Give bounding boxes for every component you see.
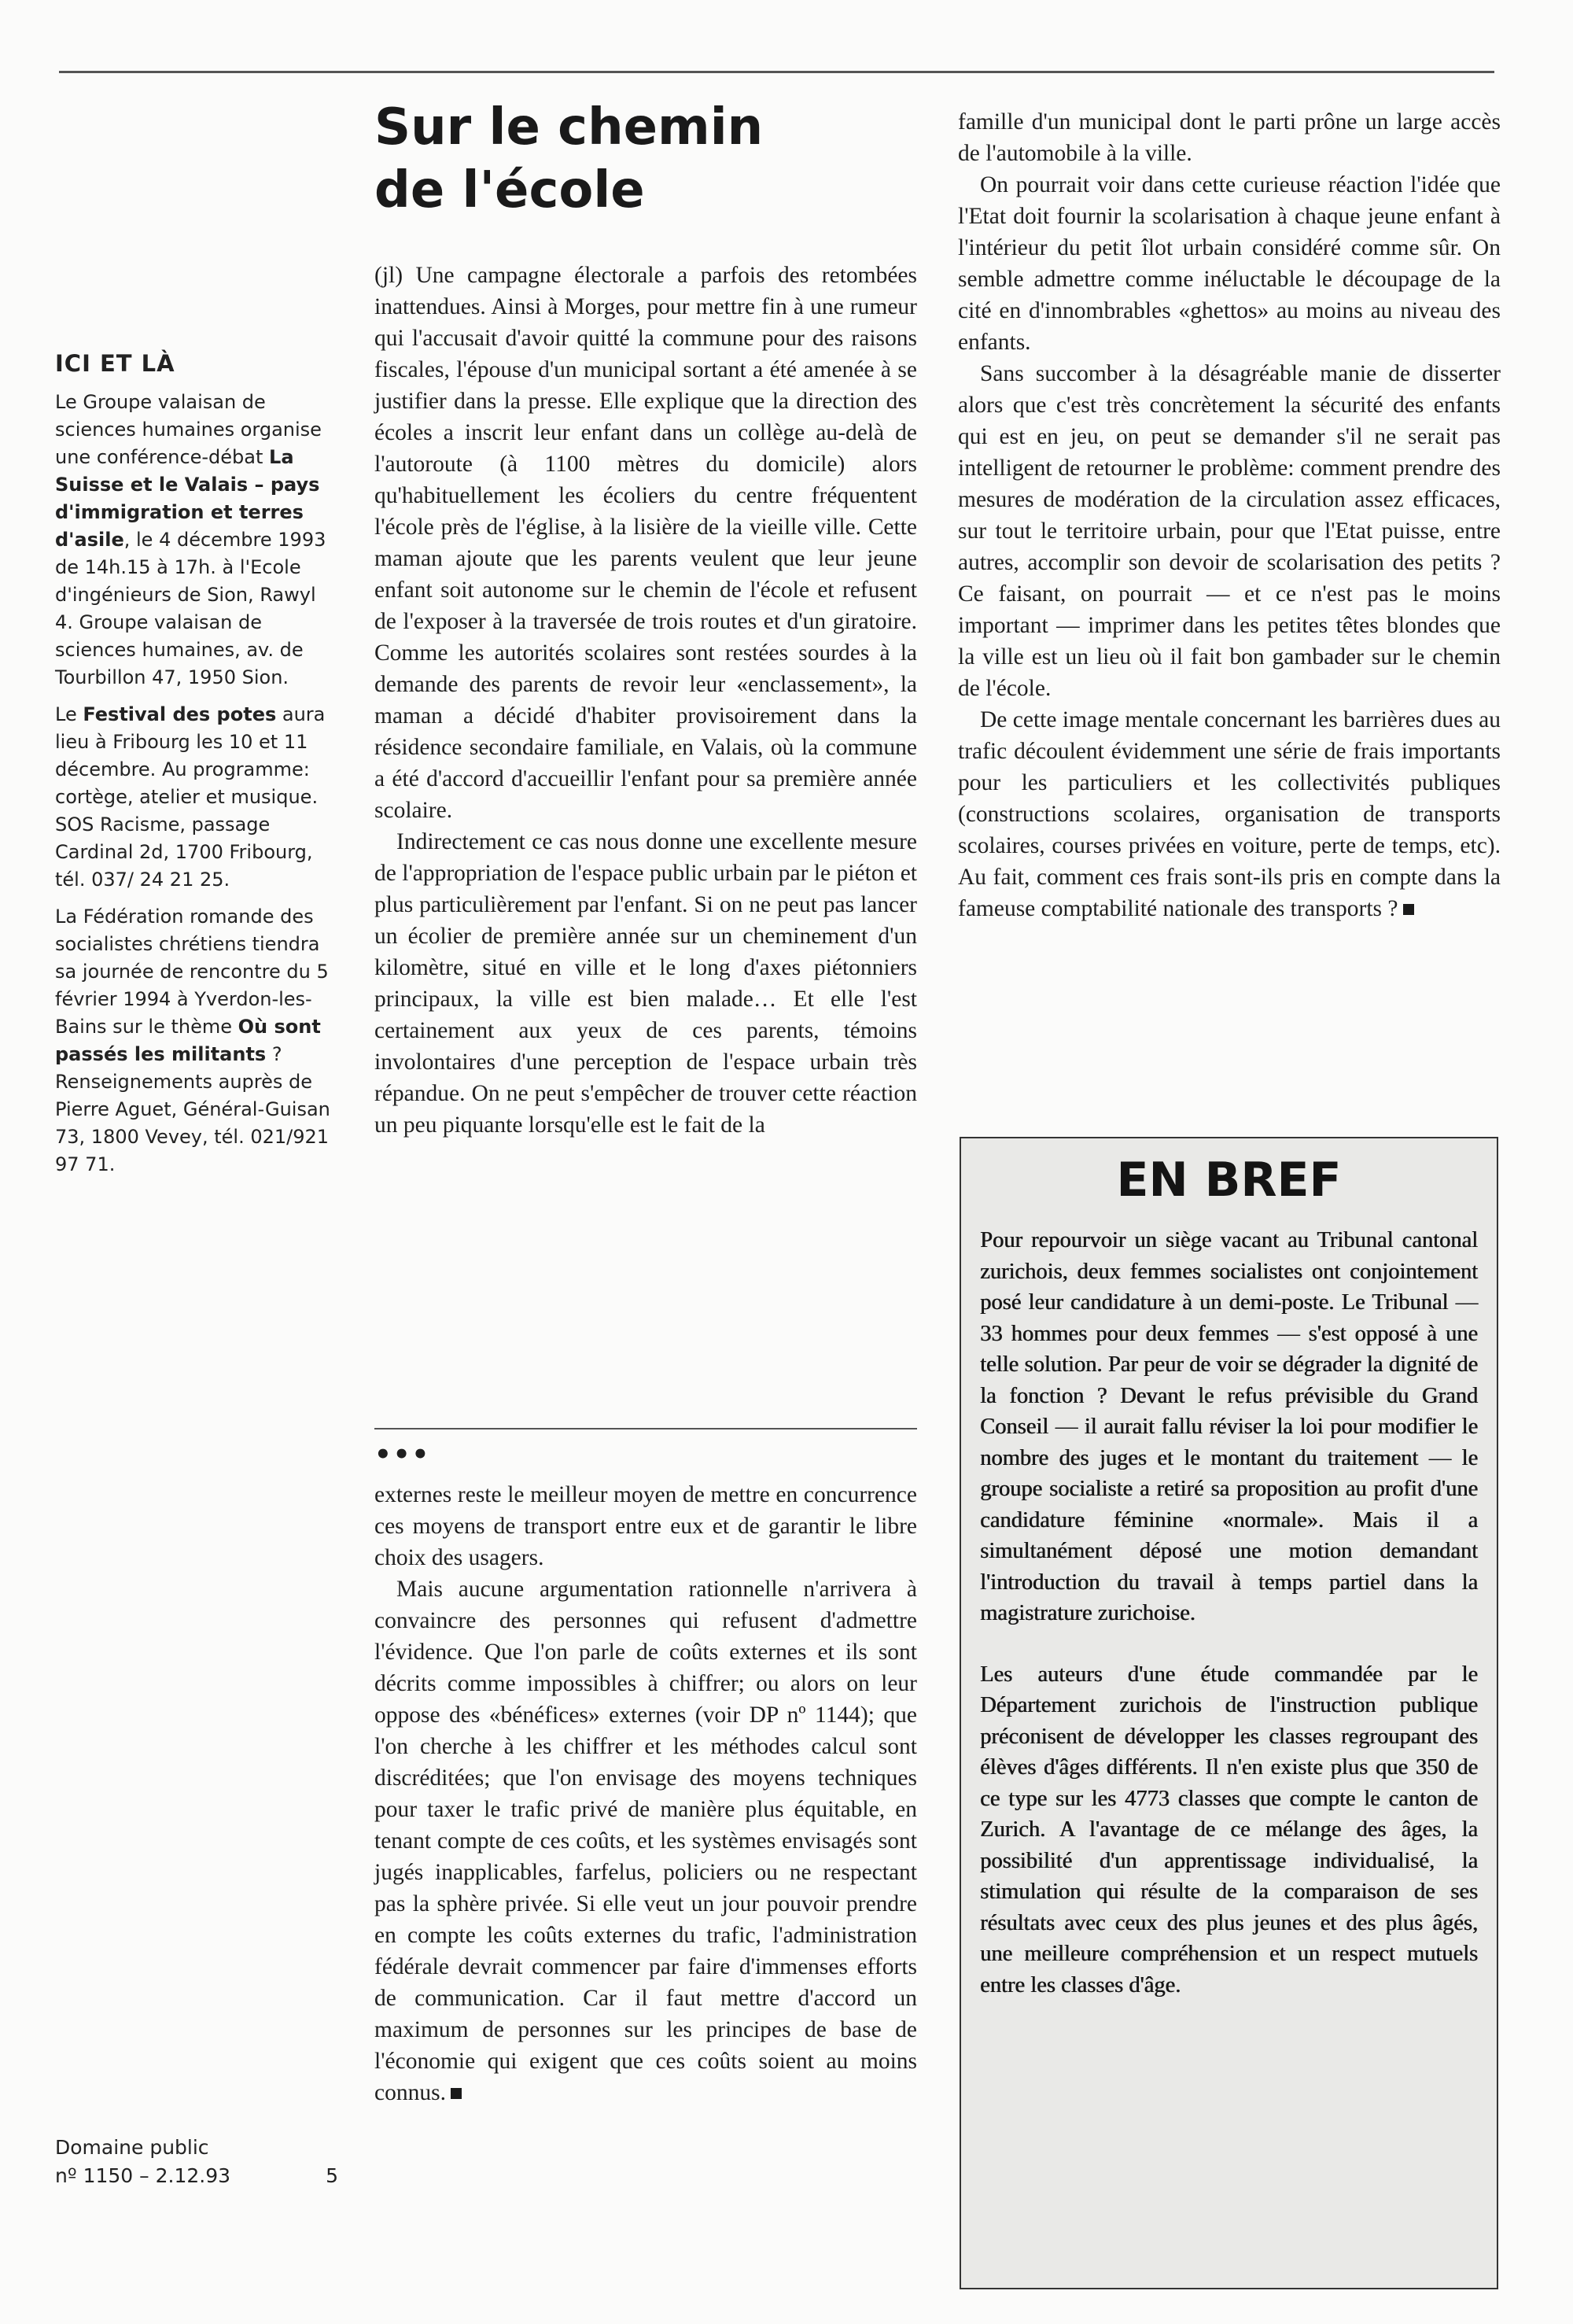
sidebar-item	[55, 389, 334, 692]
sidebar-text: La Fédération romande des socialistes chrétiens tiendra sa journée de rencontre du 5 février 1994 à Yverdon-les-Bains sur le thème	[55, 906, 329, 1038]
continuation-marker: •••	[374, 1439, 431, 1470]
end-mark-icon	[451, 2088, 462, 2099]
en-bref-title: EN BREF	[1116, 1153, 1342, 1208]
sidebar-text: aura lieu à Fribourg les 10 et 11 décembre. Au programme: cortège, atelier et musique. SOS Racisme, passage Cardinal 2d, 1700 Fribourg, tél. 037/ 24 21 25.	[55, 703, 326, 891]
sidebar-ici-et-la	[55, 350, 334, 1188]
sidebar-bold: La Suisse et le Valais – pays d'immigration et terres d'asile	[55, 446, 320, 551]
page-number: 5	[326, 2164, 338, 2187]
paragraph: Sans succomber à la désagréable manie de disserter alors que c'est très concrètement la sécurité des enfants qui est en jeu, on peut se demander s'il ne serait pas intelligent de retourner le problème: comment prendre des mesures de modération de la circulation assez efficaces, sur tout le territoire urbain, pour que l'Etat puisse, entre autres, accomplir son devoir de scolarisation des petits ? Ce faisant, on pourrait — et ce n'est pas le moins important — imprimer dans les petites têtes blondes que la ville est un lieu où il fait bon gambader sur le chemin de l'école.	[958, 361, 1501, 701]
article-title	[374, 96, 925, 222]
paragraph	[958, 704, 1501, 924]
paragraph-text: Mais aucune argumentation rationnelle n'arrivera à convaincre des personnes qui refusent d'admettre l'évidence. Que l'on parle de coûts externes et ils sont décrits comme impossibles à chiffrer; ou alors on leur oppose des «bénéfices» externes (voir DP nº 1144); que l'on cherche à les chiffrer et les méthodes calcul sont discréditées; que l'on envisage des moyens techniques pour taxer le trafic privé de manière plus équitable, en tenant compte de ces coûts, et les systèmes envisagés sont jugés inapplicables, farfelus, policiers ou ne respectant pas la sphère privée. Si elle veut un jour pouvoir prendre en compte les coûts externes du trafic, l'administration fédérale devrait commencer par faire d'immenses efforts de communication. Car il faut mettre d'accord un maximum de personnes sur les principes de base de l'économie qui exigent que ces coûts soient au moins connus.	[374, 1577, 917, 2105]
paragraph: externes reste le meilleur moyen de mettre en concurrence ces moyens de transport entre eux et de garantir le libre choix des usagers.	[374, 1482, 917, 1570]
title-line: Sur le chemin	[374, 98, 764, 157]
paragraph: Indirectement ce cas nous donne une excellente mesure de l'appropriation de l'espace public urbain par le piéton et plus particulièrement par l'enfant. Si on ne peut pas lancer un écolier de première année sur un cheminement d'un kilomètre, situé en ville et le long d'axes piétonniers principaux, la ville est bien malade… Et elle l'est certainement aux yeux de ces parents, témoins involontaires d'une perception de l'espace urbain très répandue. On ne peut s'empêcher de trouver cette réaction un peu piquante lorsqu'elle est le fait de la	[374, 829, 917, 1138]
continuation-column	[374, 1479, 917, 2108]
sidebar-heading: ICI ET LÀ	[55, 350, 175, 377]
sidebar-bold: Festival des potes	[83, 703, 277, 725]
en-bref-item: Les auteurs d'une étude commandée par le Département zurichois de l'instruction publique préconisent de développer les classes regroupant des élèves d'âges différents. Il n'en existe plus que 350 de ce type sur les 4773 classes que compte le canton de Zurich. A l'avantage de ce mélange des âges, la possibilité d'un apprentissage individualisé, la stimulation qui résulte de la comparaison de ses résultats avec ceux des plus jeunes et des plus âgés, une meilleure compréhension et un respect mutuels entre les classes d'âge.	[980, 1662, 1478, 1998]
sidebar-text: Le Groupe valaisan de sciences humaines organise une conférence-débat	[55, 391, 322, 468]
paragraph: On pourrait voir dans cette curieuse réaction l'idée que l'Etat doit fournir la scolarisation à chaque jeune enfant à l'intérieur du petit îlot urbain considéré comme sûr. On semble admettre comme inéluctable le découpage de la cité en d'innombrables «ghettos» au moins au niveau des enfants.	[958, 172, 1501, 355]
paragraph: famille d'un municipal dont le parti prône un large accès de l'automobile à la ville.	[958, 109, 1501, 166]
en-bref-box	[960, 1137, 1498, 2289]
sidebar-item	[55, 903, 334, 1179]
paragraph-text: De cette image mentale concernant les barrières dues au trafic découlent évidemment une série de frais importants pour les particuliers et les collectivités publiques (constructions scolaires, organisation de transports scolaires, courses privées en voiture, perte de temps, etc). Au fait, comment ces frais sont-ils pris en compte dans la fameuse comptabilité nationale des transports ?	[958, 707, 1501, 921]
sidebar-bold: Où sont passés les militants	[55, 1016, 321, 1065]
end-mark-icon	[1403, 904, 1414, 915]
top-rule	[59, 71, 1494, 73]
paragraph: (jl) Une campagne électorale a parfois des retombées inattendues. Ainsi à Morges, pour mettre fin à une rumeur qui l'accusait d'avoir quitté la commune pour des raisons fiscales, l'épouse d'un municipal sortant a été amenée à se justifier dans la presse. Elle explique que la direction des écoles a inscrit leur enfant dans un collège au-delà de l'autoroute (à 1100 mètres du domicile) alors qu'habituellement les écoliers du centre fréquentent l'école près de l'église, à la lisière de la vieille ville. Cette maman ajoute que les parents veulent que leur jeune enfant soit autonome sur le chemin de l'école et refusent de l'exposer à la traversée de trois routes et d'un giratoire. Comme les autorités scolaires sont restées sourdes à la demande des parents de revoir leur «enclassement», la maman a décidé d'habiter provisoirement dans la résidence secondaire familiale, en Valais, où la commune a été d'accord d'accueillir l'enfant pour sa première année scolaire.	[374, 263, 917, 823]
title-line: de l'école	[374, 161, 645, 219]
sidebar-text: ? Renseignements auprès de Pierre Aguet, Général-Guisan 73, 1800 Vevey, tél. 021/921 97 71.	[55, 1043, 330, 1175]
sidebar-item	[55, 701, 334, 894]
sidebar-text: Le	[55, 703, 83, 725]
page-footer	[55, 2134, 338, 2190]
paragraph	[374, 1573, 917, 2108]
section-divider	[374, 1428, 917, 1429]
sidebar-text: , le 4 décembre 1993 de 14h.15 à 17h. à l'Ecole d'ingénieurs de Sion, Rawyl 4. Groupe valaisan de sciences humaines, av. de Tourbillon 47, 1950 Sion.	[55, 529, 326, 688]
en-bref-item: Pour repourvoir un siège vacant au Tribunal cantonal zurichois, deux femmes socialistes ont conjointement posé leur candidature à un demi-poste. Le Tribunal — 33 hommes pour deux femmes — s'est opposé à une telle solution. Par peur de voir se dégrader la dignité de la fonction ? Devant le refus prévisible du Grand Conseil — il aurait fallu réviser la loi pour modifier le nombre des juges et le montant du traitement — le groupe socialiste a retiré sa proposition au profit d'une candidature féminine «normale». Mais il a simultanément déposé une motion demandant l'introduction du travail à temps partiel dans la magistrature zurichoise.	[980, 1228, 1478, 1625]
publication-name: Domaine public	[55, 2136, 209, 2159]
article-column-left	[374, 260, 917, 1141]
article-column-right	[958, 106, 1501, 924]
issue-number: nº 1150 – 2.12.93	[55, 2164, 231, 2187]
